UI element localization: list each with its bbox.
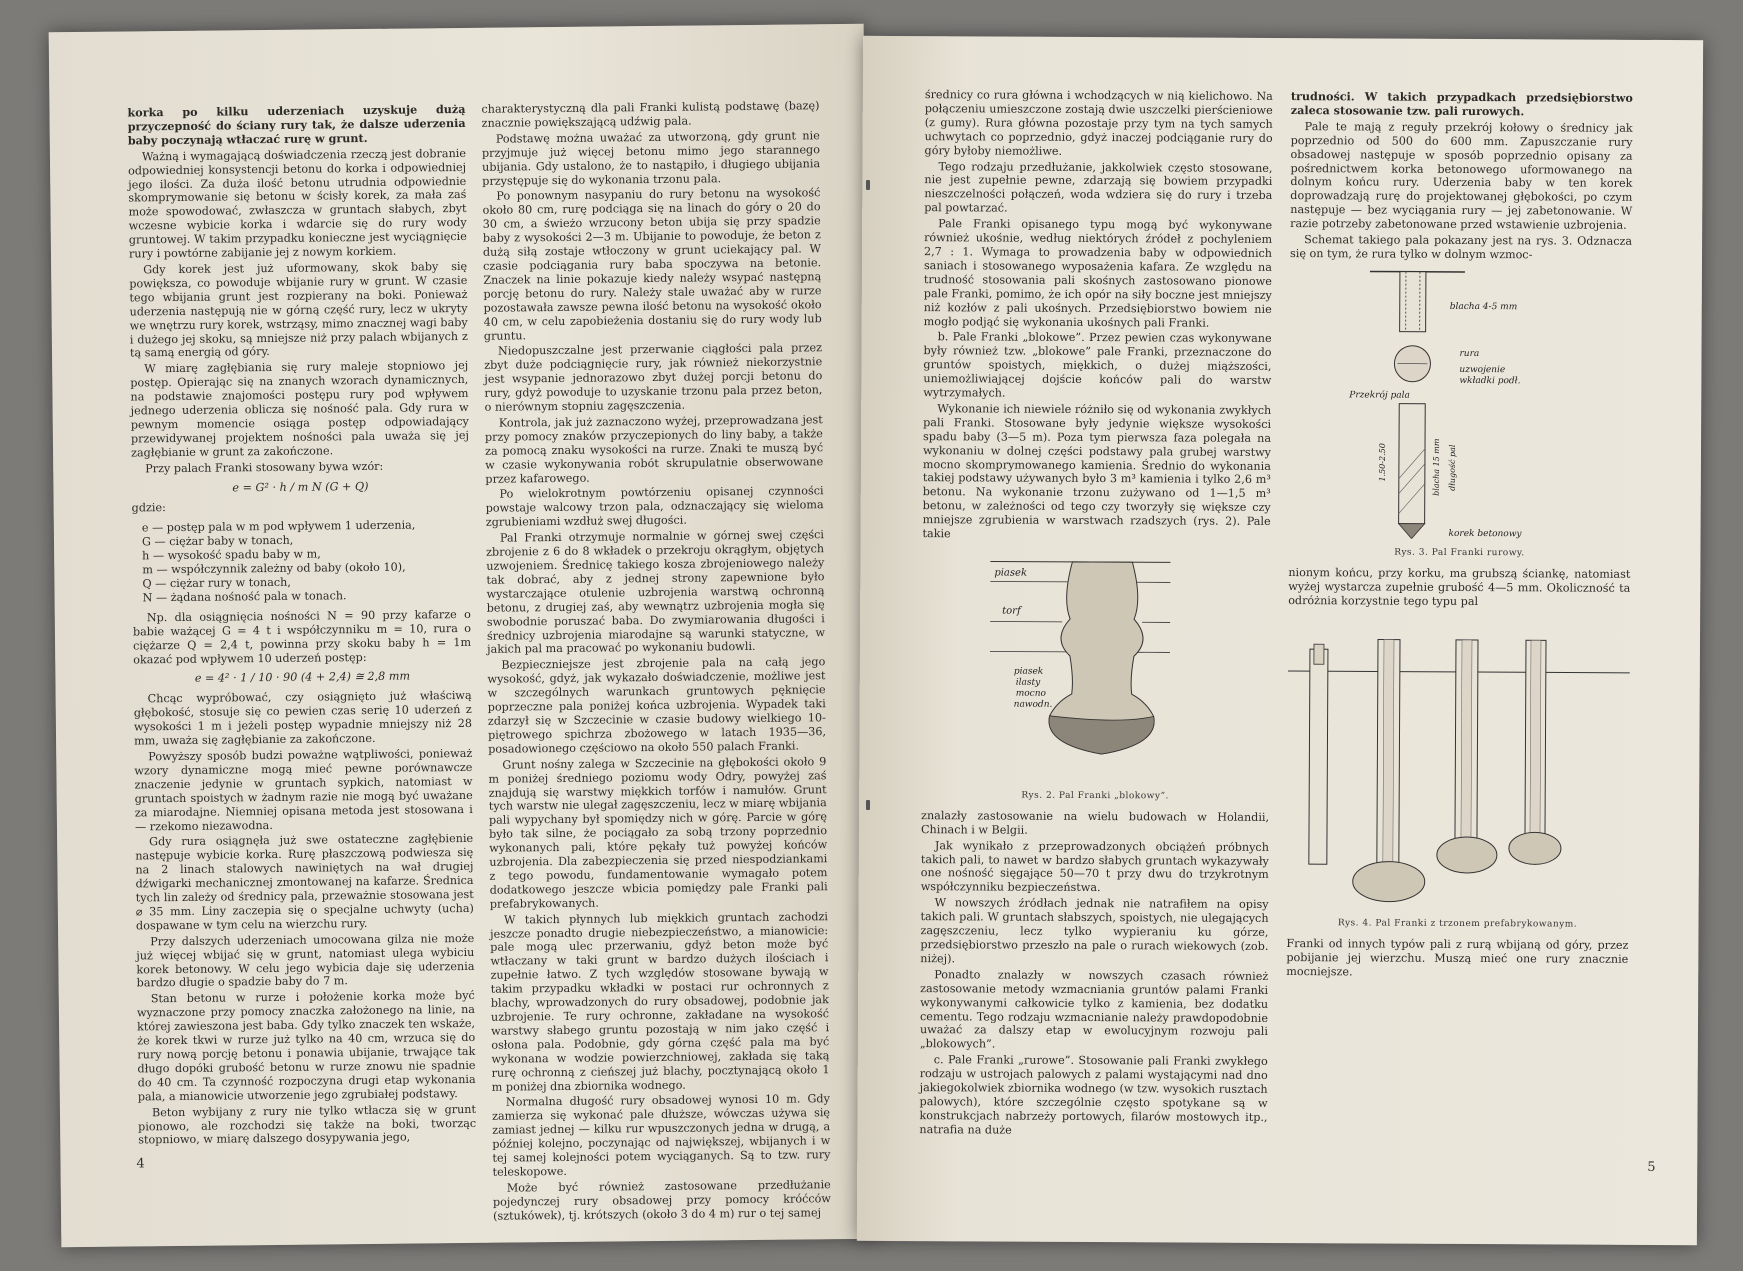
- paragraph: Może być również zastosowane przedłużanie pojedynczej rury obsadowej przy pomocy króćców (sztukówek), tj. krótszych (około 3 do 4 m) rur o tej samej: [492, 1178, 831, 1223]
- paragraph: trudności. W takich przypadkach przedsiębiorstwo zaleca stosowanie tzw. pali rurowych.: [1290, 89, 1633, 119]
- fig3-label: uzwojenie: [1459, 364, 1506, 376]
- left-column-2: [481, 99, 831, 1225]
- paragraph: Gdy korek jest już uformowany, skok baby się powiększa, co powoduje wbijanie rury w grunt. W czasie tego wbijania grunt jest rozpierany na boki. Ponieważ uderzenia następują nie w górną część rury, lecz w ukryty we wnętrzu rury korek, wstrząsy, mimo znacznej wagi baby i dużego jej skoku, są mniejsze niż przy palach wbijanych z tą samą energią od góry.: [129, 259, 468, 360]
- paragraph: Wykonanie ich niewiele różniło się od wykonania zwykłych pali Franki. Stosowane były jedynie większe wysokości spadu baby (3—5 m). Poza tym pierwsza faza polegała na wykonaniu w dolnej części podstawy pala grubej warstwy mocno skomprymowanego kamienia. Średnio do wykonania takiej podstawy używanych było 3 m³ kamienia i tylko 2,6 m³ betonu. Na wykonanie trzonu zużywano od 1—1,5 m³ betonu, w zależności od tego czy tworzyły się większe czy mniejsze zgrubienia w warstwach rzadszych (rys. 2). Pale takie: [922, 402, 1272, 541]
- figure-caption: Rys. 3. Pal Franki rurowy.: [1394, 547, 1525, 559]
- paragraph: gdzie:: [131, 501, 166, 515]
- fig2-label: mocno: [1015, 688, 1046, 699]
- definition: h — wysokość spadu baby w m,: [142, 547, 321, 563]
- definition: Q — ciężar rury w tonach,: [142, 575, 291, 591]
- paragraph: Franki od innych typów pali z rurą wbijaną od góry, przez pobijanie jej wierzchu. Muszą mieć one rury znacznie mocniejsze.: [1286, 937, 1629, 979]
- paragraph: charakterystyczną dla pali Franki kulistą podstawę (bazę) znacznie powiększającą udźwig pala.: [481, 99, 820, 130]
- paragraph: Gdy rura osiągnęła już swe ostateczne zagłębienie następuje wybicie korka. Rurę płaszczową podwiesza się na 2 linach stalowych nawiniętych na wał drugiej dźwigarki mechanicznej zmontowanej na kafarze. Średnica tych lin zależy od średnicy pala, przeważnie stosowana jest ⌀ 35 mm. Liny zaczepia się o specjalne uchwyty (ucha) dospawane w tym celu na wierzchu rury.: [135, 832, 474, 933]
- paragraph: Bezpieczniejsze jest zbrojenie pala na całą jego wysokość, gdyż, jak wykazało doświadczenie, możliwe jest w szczególnych warunkach gruntowych pęknięcie poprzeczne pala poniżej końca uzbrojenia. Wypadek taki zdarzył się w Szczecinie w czasie budowy wielkiego 10-piętrowego spichrza zbożowego w latach 1935—36, posadowionego częściowo na około 550 palach Franki.: [487, 655, 827, 756]
- fig2-label: torf: [1002, 605, 1021, 617]
- paragraph: Jak wynikało z przeprowadzonych obciążeń próbnych takich pali, to nawet w bardzo słabych gruntach wykazywały one nośność sięgające 50—70 t przy dwu do trzykrotnym współczynniku bezpieczeństwa.: [920, 838, 1269, 895]
- paragraph: Po wielokrotnym powtórzeniu opisanej czynności powstaje walcowy trzon pala, odznaczający się wieloma zgrubieniami wzdłuż swej długości.: [485, 484, 824, 530]
- paragraph: średnicy co rura główna i wchodzących w nią kielichowo. Na połączeniu umieszczone zostają dwie uszczelki pierścieniowe (z gumy). Rura główna pozostaje przy tym na tych samych uchwytach co poprzednio, gdyż inaczej podciąganie rury do góry byłoby niemożliwe.: [924, 88, 1273, 158]
- paragraph: Beton wybijany z rury nie tylko wtłacza się w grunt pionowo, ale rozchodzi się także na boki, tworząc stopniowo, w miarę dalszego dosypywania jego,: [138, 1102, 477, 1147]
- paragraph: Ponadto znalazły w nowszych czasach również zastosowanie metody wzmacniania gruntów palami Franki wykonywanymi całkowicie tylko z kamienia, bez dodatku cementu. Tego rodzaju wzmacnianie należy prawdopodobnie uważać za dalszy etap w ewolucyjnym rozwoju pali „blokowych”.: [919, 967, 1269, 1051]
- paragraph: nionym końcu, przy korku, ma grubszą ściankę, natomiast wyżej wystarcza zupełnie grubość 4—5 mm. Okoliczność ta odróżnia korzystnie tego typu pal: [1288, 565, 1631, 608]
- paragraph: Po ponownym nasypaniu do rury betonu na wysokość około 80 cm, rurę podciąga się na linach do góry o 20 do 30 cm, a świeżo wrzucony beton ubija się przy spadzie baby z wysokości 2—3 m. Ubijanie to powoduje, że beton z dużą siłą zostaje wtłoczony w grunt uciekający pal. W czasie podciągania rury baba spoczywa na betonie. Znaczek na linie pokazuje kiedy należy wsypać następną porcję betonu do rury. Należy stale uważać aby w rurze pozostawała zawsze pewna ilość betonu na wysokość około 40 cm, w celu zapobieżenia dostaniu się do rury wody lub gruntu.: [482, 186, 822, 343]
- paragraph: Np. dla osiągnięcia nośności N = 90 przy kafarze o babie ważącej G = 4 t i współczynniku m = 10, rura o ciężarze Q = 2,4 t, powinna przy skoku baby h = 1m okazać pod wpływem 10 uderzeń postęp:: [132, 607, 472, 666]
- paragraph: Podstawę można uważać za utworzoną, gdy grunt nie przyjmuje już więcej betonu mimo jego starannego ubijania. Gdy ustalono, że to nastąpiło, i długiego ubijania przystępuje się do wykonania trzonu pala.: [481, 129, 821, 188]
- paragraph: Przy dalszych uderzeniach umocowana gilza nie może już więcej wbijać się w grunt, natomiast ulega wybiciu korek betonowy. W celu jego wybicia daje się uderzenia bardzo długie o spadzie baby do 7 m.: [136, 931, 475, 990]
- paragraph: Stan betonu w rurze i położenie korka może być wyznaczone przy pomocy znaczka założonego na linie, na której zawieszona jest baba. Gdy tylko znaczek ten wskaże, że korek tkwi w rurze już tylko na 40 cm, wrzuca się do rury nową porcję betonu i ponawia ubijanie, trwające tak długo dopóki grubość betonu w rurze znowu nie spadnie do 40 cm. Ta czynność rozpoczyna drugi etap wykonania pala, a mianowicie utworzenie jego zgrubiałej podstawy.: [136, 989, 476, 1104]
- definition: e — postęp pala w m pod wpływem 1 uderzenia,: [141, 518, 416, 535]
- fig3-label: blacha 15 mm: [1431, 438, 1442, 496]
- paragraph: b. Pale Franki „blokowe”. Przez pewien czas wykonywane były również tzw. „blokowe” pale Franki, przeznaczone do gruntów spoistych, miękkich, o dużej miąższości, uniemożliwiającej dojście końców pali do warstw wytrzymałych.: [923, 330, 1272, 400]
- figure-4-prefab-pile: [1287, 609, 1631, 911]
- fig3-label: wkładki podł.: [1459, 375, 1521, 387]
- fig2-label: piasek: [1013, 666, 1044, 677]
- fig3-label: korek betonowy: [1448, 528, 1522, 540]
- paragraph: W miarę zagłębiania się rury maleje stopniowo jej postęp. Opierając się na znanych wzorach dynamicznych, na podstawie znajomości postępu rury pod wpływem jednego uderzenia oblicza się nośność pala. Gdy rura w pewnym momencie osiąga postęp odpowiadający przewidywanej projektem nośności pala uważa się jej zagłębianie w grunt za zakończone.: [130, 359, 469, 460]
- fig3-label: Przekrój pala: [1349, 390, 1410, 401]
- fig2-label: nawodn.: [1013, 699, 1053, 710]
- page-number: 5: [1647, 1159, 1656, 1175]
- paragraph: Przy palach Franki stosowany bywa wzór:: [145, 459, 384, 475]
- paragraph: Ważną i wymagającą doświadczenia rzeczą jest dobranie odpowiedniej konsystencji betonu do korka i odpowiedniej jego ilości. Za duża ilość betonu utrudnia odpowiednie skomprymowanie się betonu w ścisły korek, za mała zaś może spowodować, zwłaszcza w gruntach słabych, zbyt wczesne wybicie korka i wdarcie się do rury wody gruntowej. W takim przypadku konieczne jest wyciągnięcie rury i powtórne zabijanie jej z nowym korkiem.: [128, 146, 467, 261]
- staple: [866, 800, 870, 810]
- figure-3-rurowy-pile: [1289, 263, 1632, 540]
- left-column-1: [127, 103, 476, 1150]
- figure-caption: Rys. 2. Pal Franki „blokowy”.: [1021, 790, 1169, 802]
- page-number: 4: [136, 1156, 145, 1172]
- paragraph: Chcąc wypróbować, czy osiągnięto już właściwą głębokość, stosuje się co pewien czas serię 10 uderzeń z wysokości 1 m i jeżeli postęp wypadnie mniejszy niż 28 mm, uważa się zagłębianie za zakończone.: [133, 689, 472, 748]
- paragraph: Normalna długość rury obsadowej wynosi 10 m. Gdy zamierza się wykonać pale dłuższe, wówczas używa się zamiast jednej — kilku rur wpuszczonych jedna w drugą, a później kolejno, poczynając od największej, wbijanych i w tej samej kolejności potem wyciąganych. Są to tzw. rury teleskopowe.: [491, 1092, 831, 1179]
- fig3-label: długość pal: [1447, 444, 1458, 491]
- left-page: [49, 24, 877, 1247]
- paragraph: Tego rodzaju przedłużanie, jakkolwiek często stosowane, nie jest zupełnie pewne, zdarzają się bowiem przypadki nieszczelności połączeń, woda wdziera się do rury i trzeba pal powtarzać.: [924, 159, 1273, 215]
- paragraph: znalazły zastosowanie na wielu budowach w Holandii, Chinach i w Belgii.: [920, 808, 1270, 837]
- paragraph: Grunt nośny zalega w Szczecinie na głębokości około 9 m poniżej średniego poziomu wody Odry, powyżej zaś znajdują się warstwy miękkich torfów i namułów. Grunt tych warstw nie ulegał zagęszczeniu, lecz w miarę wbijania pali wypychany był spomiędzy nich w górę. Parcie w górę było tak silne, że pociągało za sobą trzony poprzednio wykonanych pali, które pękały tuż powyżej końców uzbrojenia. Dla zabezpieczenia się przed niespodziankami z tego powodu, fundamentowanie wymagało potem dodatkowego jeszcze wbicia pomiędzy pale Franki pali prefabrykowanych.: [488, 754, 828, 911]
- definition: m — współczynnik zależny od baby (około 10),: [142, 560, 406, 577]
- right-column-1: [919, 88, 1272, 1140]
- paragraph: W takich płynnych lub miękkich gruntach zachodzi jeszcze ponadto drugie niebezpieczeństwo, a mianowicie: pale mogą ulec przerwaniu, gdyż beton może być wtłaczany w taki grunt w bardzo dużych ilościach i zupełnie łatwo. Z tych względów stosowane bywają w takim przypadku wkładki w postaci rur ochronnych z blachy, wprowadzonych do rury obsadowej, podobnie jak uzbrojenie. Te rury ochronne, zakładane na wysokość warstwy słabego gruntu pozostają w nim jako część i osłona pala. Podobnie, gdy górna część pala ma być wykonana w wodzie powierzchniowej, zakłada się taką rurę ochronną z cieńszej już blachy, pocztynającą około 1 m poniżej dna zbiornika wodnego.: [490, 909, 830, 1094]
- fig2-label: ilasty: [1015, 677, 1041, 688]
- paragraph: Kontrola, jak już zaznaczono wyżej, przeprowadzana jest przy pomocy znaków przyczepionych do liny baby, a także za pomocą znaku wysokości na rurze. Znaki te muszą być w czasie wykonywania robót skrupulatnie obserwowane przez kafarowego.: [484, 413, 824, 486]
- formula: e = G² · h / m N (G + Q): [232, 479, 369, 494]
- fig3-label: 1.50-2.50: [1377, 443, 1388, 482]
- paragraph: W nowszych źródłach jednak nie natrafiłem na opisy takich pali. W gruntach słabszych, spoistych, nie ulegających zagęszczeniu, lecz tylko wypieraniu ku górze, przedsiębiorstwo przeszło na pale o rurach wiekowych (zob. niżej).: [920, 896, 1269, 966]
- fig3-label: blacha 4-5 mm: [1449, 301, 1518, 313]
- fig3-label: rura: [1459, 348, 1480, 359]
- formula: e = 4² · 1 / 10 · 90 (4 + 2,4) ≅ 2,8 mm: [194, 669, 411, 686]
- paragraph: Niedopuszczalne jest przerwanie ciągłości pala przez zbyt duże podciągnięcie rury, jak również niekorzystnie jest wsypanie jednorazowo zbyt dużej porcji betonu do rury, gdyż powoduje to uzyskanie trzonu pala przez beton, o nierównym stopniu zagęszczenia.: [484, 341, 823, 414]
- paragraph: Pale Franki opisanego typu mogą być wykonywane również ukośnie, według niektórych źródeł z pochyleniem 2,7 : 1. Wymaga to prowadzenia baby w odpowiednich saniach i stosowanego wyposażenia kafara. Ze względu na trudność stosowania pali skośnych zastosowano pionowe pale Franki, pomimo, że ich opór na siły boczne jest mniejszy niż kozłów z pali ukośnych. Przedsiębiorstwo bowiem nie mogło podjąć się wykonania ukośnych pali Franki.: [923, 217, 1273, 330]
- paragraph: korka po kilku uderzeniach uzyskuje dużą przyczepność do ściany rury tak, że dalsze uderzenia baby poczynają wtłaczać rurę w grunt.: [127, 101, 466, 148]
- paragraph: Powyższy sposób budzi poważne wątpliwości, ponieważ wzory dynamiczne mogą mieć pewne porównawcze znaczenie jedynie w gruntach sypkich, natomiast w gruntach spoistych w żadnym razie nie mogą być uważane za miarodajne. Niemniej opisana metoda jest stosowana i — rzekomo niezawodna.: [134, 746, 473, 833]
- paragraph: Pale te mają z reguły przekrój kołowy o średnicy jak poprzednio od 500 do 600 mm. Zapuszczanie rury obsadowej następuje w sposób poprzednio opisany za pośrednictwem korka betonowego uformowanego na dolnym końcu rury. Uderzenia baby w ten korek doprowadzają rurę do projektowanej głębokości, po czym następuje — bez wyciągania rury — jej zabetonowanie. W razie potrzeby zabetonowane przed wstawienie uzbrojenia.: [1290, 119, 1633, 232]
- right-page: [857, 36, 1703, 1245]
- definition-list: [142, 518, 471, 605]
- definition: N — żądana nośność pala w tonach.: [142, 589, 347, 605]
- paragraph: c. Pale Franki „rurowe”. Stosowanie pali Franki zwykłego rodzaju w ustrojach palowych z palami wystającymi nad dno jakiegokolwiek zbiornika wodnego (w tzw. wysokich rusztach palowych), które szczególnie często spotykane są w konstrukcjach nabrzeży portowych, filarów mostowych itp., natrafia na duże: [919, 1053, 1268, 1137]
- paragraph: Pal Franki otrzymuje normalnie w górnej swej części zbrojenie z 6 do 8 wkładek o przekroju okrągłym, objętych uzwojeniem. Średnicę takiego kosza zbrojeniowego należy tak dobrać, aby z jednej strony zapewnione było wystarczające otulenie uzbrojenia warstwą ochronną betonu, z drugiej zaś, aby wewnątrz uzbrojenia mogła się swobodnie poruszać baba. Do zwymiarowania długości i średnicy uzbrojenia miarodajne są warunki statyczne, w jakich pal ma pracować po wykonaniu budowli.: [486, 528, 826, 657]
- definition: G — ciężar baby w tonach,: [141, 534, 294, 549]
- staple: [866, 180, 870, 190]
- paragraph: Schemat takiego pala pokazany jest na rys. 3. Odznacza się on tym, że rura tylko w dolnym wzmoc-: [1289, 233, 1633, 262]
- figure-caption: Rys. 4. Pal Franki z trzonem prefabrykowanym.: [1337, 918, 1578, 930]
- figure-2-blokowy-pile: [921, 543, 1270, 783]
- right-column-2: [1286, 90, 1633, 983]
- fig2-label: piasek: [994, 567, 1028, 579]
